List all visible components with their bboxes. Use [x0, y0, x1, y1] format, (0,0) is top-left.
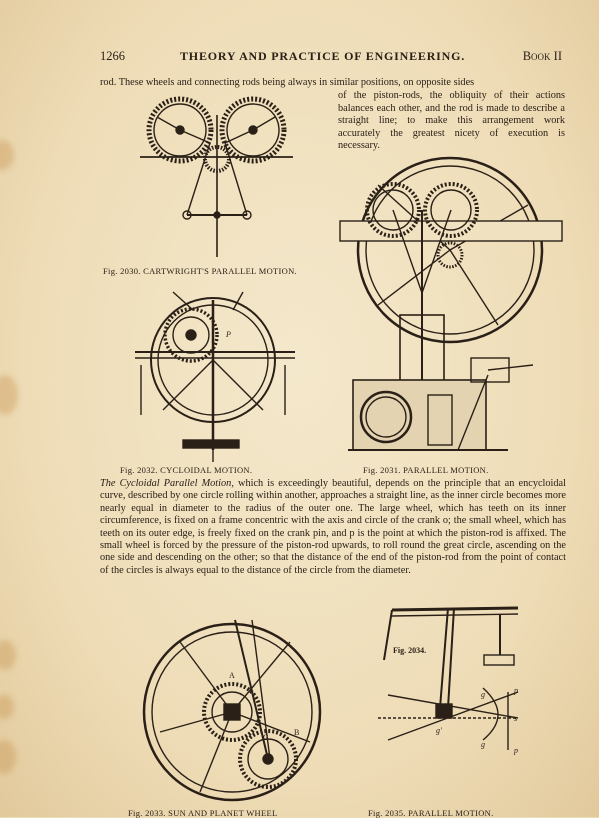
book-label: Book II [522, 49, 562, 63]
label-p2: p [514, 746, 518, 755]
caption-fig2035: Fig. 2035. PARALLEL MOTION. [368, 808, 494, 818]
caption-fig2031: Fig. 2031. PARALLEL MOTION. [363, 465, 489, 475]
label-g1: g [481, 690, 485, 699]
stain [0, 140, 14, 170]
label-g2: g [481, 740, 485, 749]
figure-2030 [135, 95, 300, 260]
stain [0, 695, 14, 719]
stain [0, 375, 18, 415]
figure-2033 [140, 612, 325, 804]
intro-right-block: of the piston-rods, the obliquity of their actions balances each other, and the rod is made to describe a straight line; to make this arrangement work accurately the greatest nicety of execution is necessary. [338, 90, 565, 152]
stain [0, 640, 16, 670]
label-s: s [514, 714, 518, 723]
figure-2034 [378, 600, 528, 760]
label-c: C [263, 733, 269, 742]
page-header [100, 49, 562, 67]
caption-fig2032: Fig. 2032. CYCLOIDAL MOTION. [120, 465, 253, 475]
intro-line: rod. These wheels and connecting rods being always in similar positions, on opposite sides [100, 77, 475, 88]
figure-2032 [133, 290, 298, 462]
caption-fig2030: Fig. 2030. CARTWRIGHT'S PARALLEL MOTION. [103, 266, 297, 276]
caption-fig2034: Fig. 2034. [393, 646, 427, 655]
label-a: A [229, 671, 235, 680]
figure-2031 [338, 155, 566, 460]
paragraph-body: which is exceedingly beautiful, depends on the principle that an encycloidal curve, described by one circle rolling within another, approaches a straight line, as the inner circle becomes more nearly equal in diameter to the radius of the outer one. The large wheel, which has teeth on its inner circumference, is fixed on a frame concentric with the axis and circle of the crank o; the small wheel, which has teeth on its outer edge, is freely fixed on the crank pin, and p is the point at which the piston-rod is affixed. The small wheel is forced by the pressure of the piston-rod upwards, to roll round the great circle, ascending on the one side and descending on the other; so that the distance of the end of the piston-rod from the point of contact of the circles is always equal to the distance of the circle from the diameter. [100, 478, 566, 576]
running-title: THEORY AND PRACTICE OF ENGINEERING. [180, 49, 466, 63]
label-gprime: g' [436, 726, 442, 735]
stain [0, 740, 16, 774]
cycloidal-paragraph [100, 478, 566, 577]
page-number: 1266 [100, 49, 125, 63]
label-b: B [294, 728, 300, 737]
paragraph-lead: The Cycloidal Parallel Motion, [100, 478, 234, 489]
label-p1: p [514, 686, 518, 695]
label-p-2032: P [226, 330, 231, 339]
caption-fig2033: Fig. 2033. SUN AND PLANET WHEEL [128, 808, 278, 818]
